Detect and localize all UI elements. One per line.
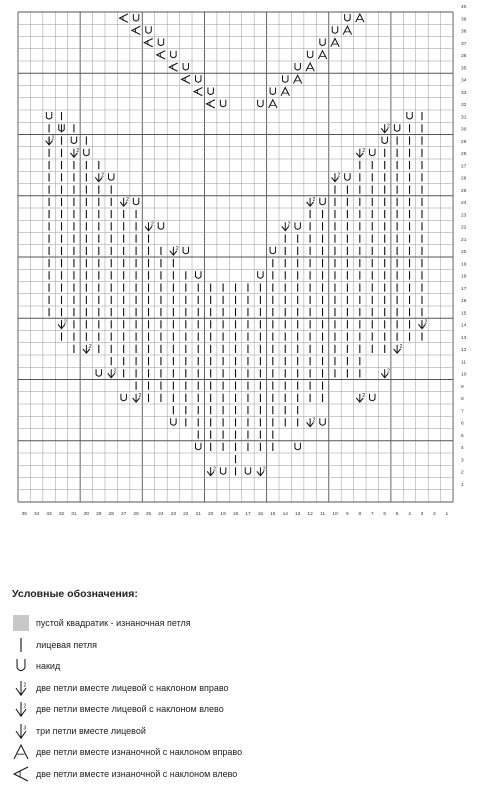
legend-item-label: пустой квадратик - изнаночная петля [36,618,191,628]
pdec-left-symbol [182,75,190,83]
yo-symbol [345,14,350,21]
dec-left-2-symbol [70,148,79,157]
pdec-left-symbol [206,100,214,108]
dec-left-2-symbol [356,393,365,402]
row-number: 9 [461,384,464,390]
row-number: 21 [461,237,467,243]
dec-right-2-symbol [331,172,340,181]
column-number: 8 [358,512,362,517]
svg-text:2: 2 [76,147,80,154]
pdec-left-symbol [144,39,152,47]
row-number: 34 [461,78,467,84]
dec-right-2-symbol [58,319,67,328]
dec-right-2-legend-icon [10,677,34,699]
column-number: 19 [220,512,226,517]
column-number: 33 [46,512,52,517]
svg-text:2: 2 [64,319,67,326]
legend-item [8,614,468,634]
yo-symbol [295,443,300,450]
dec-left-2-symbol [120,197,129,206]
yo-symbol [245,467,250,474]
pdec-right-symbol [356,14,364,22]
pdec-left-symbol [194,88,202,96]
column-number: 5 [395,512,399,517]
row-number: 39 [461,17,467,23]
pdec-left-symbol [169,63,177,71]
pdec-left-legend-icon [10,763,34,785]
legend-item-label: две петли вместе лицевой с наклоном вправо [36,682,229,693]
row-number: 17 [461,286,467,292]
column-number: 17 [245,512,251,517]
pdec-right-legend-icon [10,741,34,763]
yo-symbol [320,198,325,205]
svg-text:3: 3 [23,725,27,732]
row-number: 7 [461,409,464,415]
column-number: 34 [33,512,40,517]
column-number: 24 [158,512,164,517]
yo-symbol [121,394,126,401]
legend-item [8,743,468,763]
row-number: 28 [461,152,467,158]
yo-symbol [370,149,375,156]
yo-symbol [196,443,201,450]
column-number: 23 [170,512,177,517]
svg-text:2: 2 [312,196,316,203]
pdec-left-symbol [132,26,140,34]
legend-item-label: две петли вместе изнаночной с наклоном влево [36,768,238,779]
yo-symbol [270,88,275,95]
svg-text:2: 2 [387,123,390,130]
knit-legend-icon [10,634,34,656]
legend-item [8,722,468,742]
column-number: 30 [83,512,90,517]
yo-symbol [270,247,275,254]
legend-item [8,679,468,699]
yo-symbol [146,26,151,33]
row-number: 33 [461,90,467,96]
yo-symbol [133,14,138,21]
legend-item-label: накид [36,661,61,671]
column-number: 15 [270,512,276,517]
column-number: 6 [383,512,387,517]
row-number: 31 [461,115,467,121]
dec-right-2-symbol [381,123,390,132]
yo-symbol [320,39,325,46]
column-number: 3 [420,512,424,517]
row-number: 8 [461,397,464,403]
dec-right-2-symbol [83,344,92,353]
yo-symbol [96,369,101,376]
column-number: 18 [232,512,239,517]
chart-grid [18,12,453,502]
legend-title: Условные обозначения: [12,588,138,600]
column-number: 4 [408,512,411,517]
column-number: 26 [133,512,139,517]
column-number: 16 [257,512,264,517]
svg-text:2: 2 [362,147,366,154]
row-number: 22 [461,225,467,231]
row-number: 11 [461,360,467,366]
row-number: 2 [461,470,464,476]
pdec-right-symbol [318,51,326,59]
column-number: 13 [295,512,301,517]
yo-symbol [394,124,399,131]
yo-symbol [208,88,213,95]
pdec-right-symbol [293,75,301,83]
svg-text:2: 2 [113,368,117,375]
svg-text:2: 2 [213,466,216,473]
empty-legend-icon [10,612,34,634]
pdec-right-symbol [343,26,351,34]
yo-symbol [46,112,51,119]
yo-symbol [183,247,188,254]
yo-symbol [283,75,288,82]
pdec-right-symbol [269,100,277,108]
svg-text:2: 2 [287,221,291,228]
column-number: 10 [332,512,338,517]
svg-text:2: 2 [51,135,55,142]
legend-item-label: две петли вместе лицевой с наклоном влево [36,704,224,714]
yo-legend-icon [10,655,34,677]
legend-item [8,636,468,656]
svg-text:2: 2 [151,221,154,228]
svg-text:2: 2 [399,343,403,350]
dec-left-2-symbol [394,344,403,353]
row-number: 5 [461,433,464,439]
dec-left-2-symbol [170,246,179,255]
row-number: 18 [461,274,467,280]
svg-text:2: 2 [88,343,92,350]
yo-symbol [133,198,138,205]
pdec-left-symbol [119,14,127,22]
row-number: 10 [461,372,467,378]
column-number: 14 [282,512,288,517]
svg-text:2: 2 [424,319,428,326]
svg-text:2: 2 [312,417,316,424]
yo-symbol [258,271,263,278]
column-number: 32 [58,512,65,517]
pdec-right-symbol [281,88,289,96]
svg-text:2: 2 [23,703,27,710]
dec-left-2-legend-icon [10,698,34,720]
column-number: 12 [307,512,313,517]
yo-symbol [370,394,375,401]
row-number: 30 [461,127,467,133]
dec-right-2-symbol [133,393,142,402]
yo-symbol [171,51,176,58]
yo-symbol [382,137,387,144]
yo-symbol [320,418,325,425]
yo-symbol [295,222,300,229]
yo-symbol [220,100,225,107]
svg-text:2: 2 [362,392,366,399]
column-number: 21 [195,512,201,517]
yo-symbol [196,271,201,278]
yo-symbol [332,26,337,33]
column-number: 31 [71,512,77,517]
svg-text:2: 2 [337,172,341,179]
dec-left-2-symbol [381,368,390,377]
yo-symbol [108,173,113,180]
dec-left-2-symbol [307,417,316,426]
svg-text:2: 2 [126,196,129,203]
dec-left-2-symbol [257,466,266,475]
legend-item-label: две петли вместе изнаночной с наклоном вправо [36,747,243,757]
row-number: 32 [461,103,467,109]
column-number: 25 [145,512,152,517]
svg-text:2: 2 [23,682,27,689]
column-number: 1 [445,512,449,517]
column-number: 11 [320,512,326,517]
row-number: 37 [461,41,467,47]
column-number: 22 [183,512,189,517]
dec-right-2-symbol [307,197,316,206]
row-number: 23 [461,213,467,219]
yo-symbol [71,137,76,144]
column-number: 29 [96,512,102,517]
dec-right-2-symbol [282,221,291,230]
row-number: 40 [461,5,467,11]
dec-right-2-symbol [207,466,216,475]
svg-text:2: 2 [387,368,390,375]
pdec-right-symbol [331,39,339,47]
yo-symbol [171,418,176,425]
row-number: 27 [461,164,467,170]
column-number: 35 [21,512,27,517]
yo-symbol [183,63,188,70]
dec-left-2-symbol [145,221,154,230]
row-number: 3 [461,458,464,464]
row-number: 25 [461,188,467,194]
row-number: 20 [461,250,467,256]
yo-symbol [258,100,263,107]
row-number: 1 [461,482,464,488]
column-number: 20 [207,512,214,517]
pdec-right-symbol [306,63,314,71]
row-number: 38 [461,29,467,35]
row-number: 36 [461,54,467,60]
dec-left-2-symbol [95,172,104,181]
legend-item [8,700,468,720]
dec-right-2-symbol [108,368,117,377]
svg-text:2: 2 [138,392,142,399]
pdec-left-symbol [157,51,165,59]
row-number: 26 [461,176,467,182]
legend-item-label: лицевая петля [36,639,98,650]
row-number: 16 [461,299,467,305]
legend-item [8,657,468,677]
svg-text:2: 2 [262,466,266,473]
row-number: 14 [461,323,467,329]
legend-item-label: три петли вместе лицевой [36,725,146,736]
dec-right-2-symbol [356,148,365,157]
svg-text:2: 2 [175,245,179,252]
yo-symbol [345,173,350,180]
column-number: 7 [370,512,374,517]
yo-symbol [158,222,163,229]
dec-left-2-symbol [46,136,55,145]
yo-symbol [196,75,201,82]
column-number: 28 [108,512,114,517]
yo-symbol [407,112,412,119]
row-number: 19 [461,262,467,268]
svg-text:2: 2 [101,172,105,179]
yo-symbol [295,63,300,70]
row-number: 4 [461,446,464,452]
row-number: 24 [461,201,467,207]
row-number: 29 [461,139,467,145]
legend-item [8,765,468,785]
row-number: 13 [461,335,467,341]
dec-3-legend-icon [10,720,34,742]
row-number: 12 [461,348,467,354]
yo-symbol [307,51,312,58]
column-number: 2 [433,512,436,517]
column-number: 9 [346,512,349,517]
dec-left-2-symbol [418,319,427,328]
yo-symbol [84,149,89,156]
row-number: 35 [461,66,467,72]
row-number: 6 [461,421,464,427]
row-number: 15 [461,311,467,317]
yo-symbol [220,467,225,474]
column-number: 27 [120,512,127,517]
yo-symbol [158,39,163,46]
